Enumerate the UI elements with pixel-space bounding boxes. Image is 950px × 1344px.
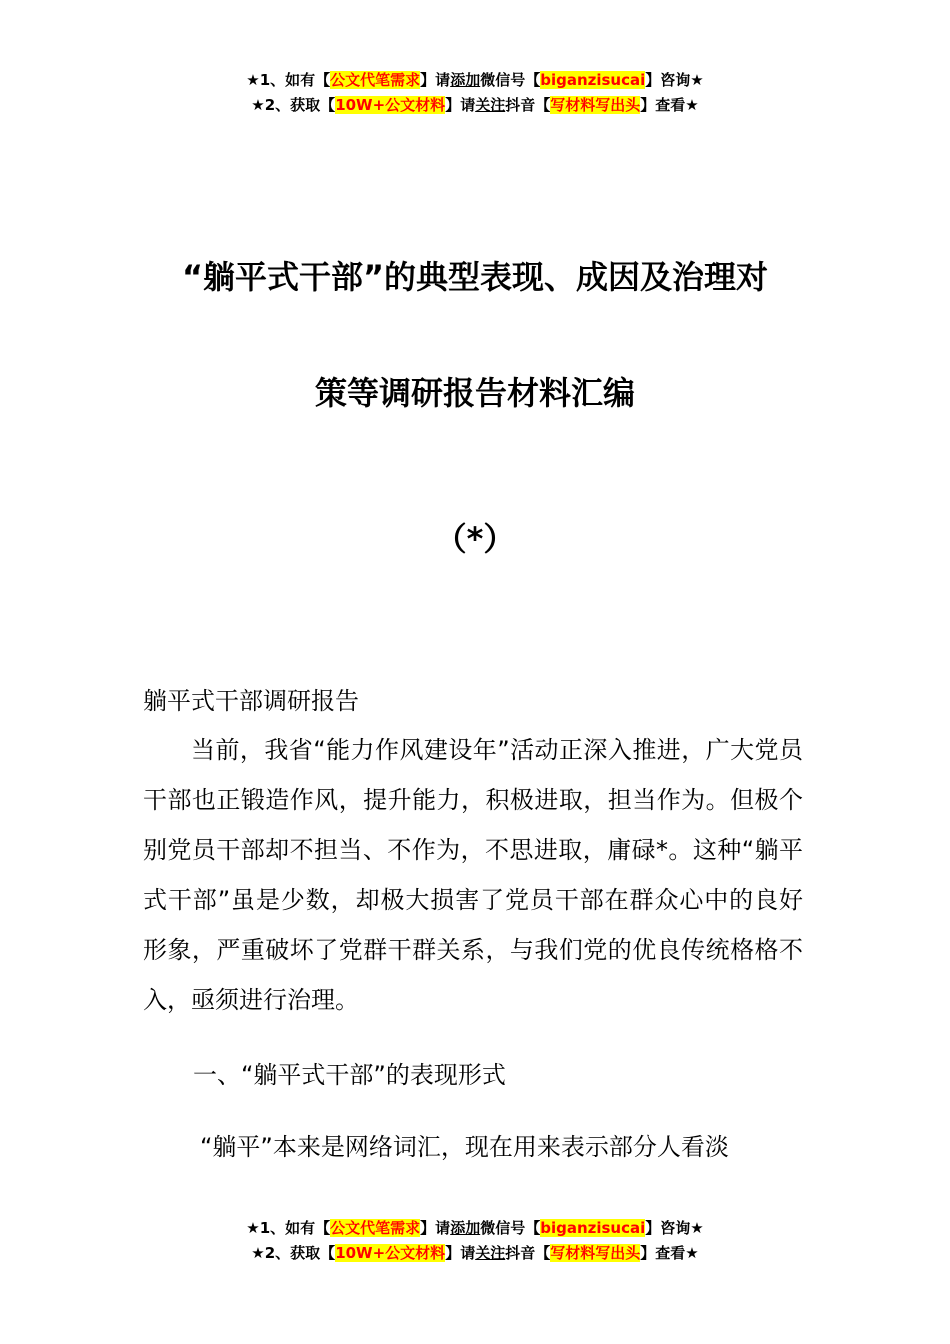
banner-text: 】查看★ (640, 1244, 699, 1262)
banner-text: ★1、如有【 (246, 1219, 331, 1237)
banner-text: ★2、获取【 (251, 96, 336, 114)
banner-text: ★1、如有【 (246, 71, 331, 89)
footer-banner (0, 1216, 950, 1266)
highlight-materials: 10W+公文材料 (335, 1244, 446, 1262)
banner-underlined: 关注 (475, 96, 506, 114)
report-subtitle: 躺平式干部调研报告 (143, 687, 359, 715)
banner-text: 微信号【 (480, 1219, 541, 1237)
banner-text: 】请 (420, 1219, 451, 1237)
section-paragraph: “躺平”本来是网络词汇，现在用来表示部分人看淡 (200, 1133, 729, 1161)
banner-line-1 (0, 68, 950, 93)
document-title-line-1: “躺平式干部”的典型表现、成因及治理对 (181, 258, 769, 296)
intro-paragraph: 当前，我省“能力作风建设年”活动正深入推进，广大党员干部也正锻造作风，提升能力，积极进取，担当作为。但极个别党员干部却不担当、不作为，不思进取，庸碌*。这种“躺平式干部”虽是少数，却极大损害了党员干部在群众心中的良好形象，严重破坏了党群干群关系，与我们党的优良传统格格不入，亟须进行治理。 (143, 736, 803, 1014)
document-title-line-3: （*） (434, 520, 516, 558)
header-banner (0, 68, 950, 118)
banner-text: 】请 (420, 71, 451, 89)
banner-line-2 (0, 1241, 950, 1266)
banner-text: 】咨询★ (645, 1219, 704, 1237)
highlight-douyin: 写材料写出头 (550, 1244, 641, 1262)
section-heading-1: 一、“躺平式干部”的表现形式 (193, 1061, 506, 1089)
highlight-wechat-id: biganzisucai (540, 71, 646, 89)
highlight-wechat-id: biganzisucai (540, 1219, 646, 1237)
document-title-line-2: 策等调研报告材料汇编 (314, 374, 635, 412)
banner-underlined: 关注 (475, 1244, 506, 1262)
banner-text: 】请 (445, 96, 476, 114)
banner-text: 微信号【 (480, 71, 541, 89)
highlight-douyin: 写材料写出头 (550, 96, 641, 114)
banner-underlined: 添加 (450, 1219, 481, 1237)
banner-text: 】请 (445, 1244, 476, 1262)
highlight-service: 公文代笔需求 (330, 71, 421, 89)
highlight-materials: 10W+公文材料 (335, 96, 446, 114)
banner-text: 抖音【 (505, 96, 551, 114)
banner-line-2 (0, 93, 950, 118)
banner-underlined: 添加 (450, 71, 481, 89)
banner-text: 抖音【 (505, 1244, 551, 1262)
banner-text: 】咨询★ (645, 71, 704, 89)
banner-text: ★2、获取【 (251, 1244, 336, 1262)
banner-text: 】查看★ (640, 96, 699, 114)
banner-line-1 (0, 1216, 950, 1241)
highlight-service: 公文代笔需求 (330, 1219, 421, 1237)
